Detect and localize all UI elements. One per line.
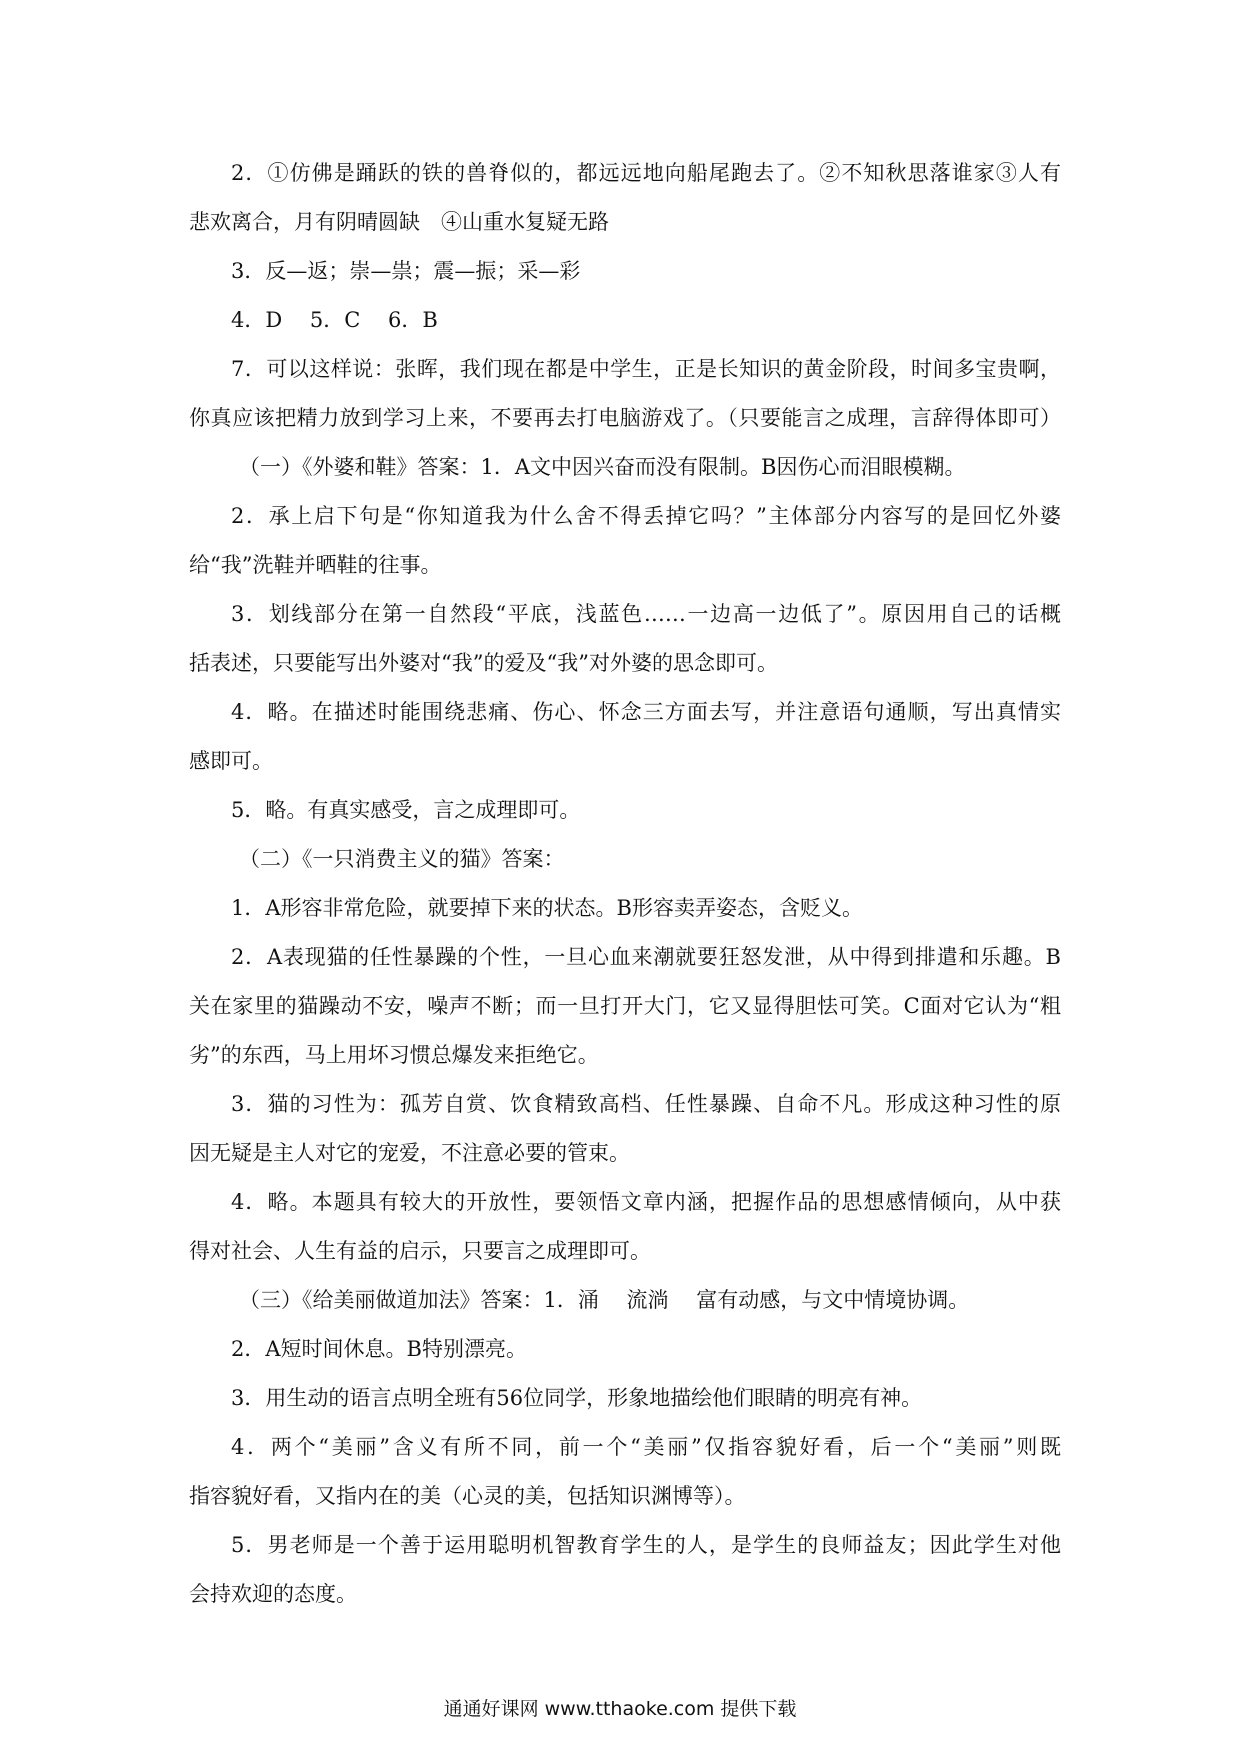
text-line: 7．可以这样说：张晖，我们现在都是中学生，正是长知识的黄金阶段，时间多宝贵啊，: [231, 357, 1061, 381]
text-line: 3．划线部分在第一自然段“平底，浅蓝色……一边高一边低了”。原因用自己的话概: [231, 602, 1061, 626]
text-line: 2．①仿佛是踊跃的铁的兽脊似的，都远远地向船尾跑去了。②不知秋思落谁家③人有: [231, 161, 1061, 185]
text-line: 指容貌好看，又指内在的美（心灵的美，包括知识渊博等）。: [189, 1484, 746, 1508]
text-line: 关在家里的猫躁动不安，噪声不断；而一旦打开大门，它又显得胆怯可笑。C面对它认为“粗: [189, 994, 1061, 1018]
text-line: 1．A形容非常危险，就要掉下来的状态。B形容卖弄姿态，含贬义。: [231, 896, 863, 920]
document-body: [189, 158, 1061, 1628]
text-line: 3．反—返；崇—祟；震—振；采—彩: [231, 259, 581, 283]
text-line: 5．略。有真实感受，言之成理即可。: [231, 798, 581, 822]
text-line: 给“我”洗鞋并晒鞋的往事。: [189, 553, 442, 577]
text-line: 悲欢离合，月有阴晴圆缺 ④山重水复疑无路: [189, 210, 609, 234]
text-line: 会持欢迎的态度。: [189, 1582, 357, 1606]
text-line: 得对社会、人生有益的启示，只要言之成理即可。: [189, 1239, 651, 1263]
text-line: （一）《外婆和鞋》答案：1．A文中因兴奋而没有限制。B因伤心而泪眼模糊。: [239, 455, 966, 479]
text-line: 3．猫的习性为：孤芳自赏、饮食精致高档、任性暴躁、自命不凡。形成这种习性的原: [231, 1092, 1061, 1116]
text-line: （三）《给美丽做道加法》答案：1．涌 流淌 富有动感，与文中情境协调。: [239, 1288, 970, 1312]
text-line: 4．略。在描述时能围绕悲痛、伤心、怀念三方面去写，并注意语句通顺，写出真情实: [231, 700, 1061, 724]
text-line: 劣”的东西，马上用坏习惯总爆发来拒绝它。: [189, 1043, 599, 1067]
text-line: 感即可。: [189, 749, 273, 773]
text-line: 括表述，只要能写出外婆对“我”的爱及“我”对外婆的思念即可。: [189, 651, 778, 675]
text-line: 4．略。本题具有较大的开放性，要领悟文章内涵，把握作品的思想感情倾向，从中获: [231, 1190, 1061, 1214]
page-footer: 通通好课网 www.tthaoke.com 提供下载: [443, 1698, 797, 1720]
text-line: 因无疑是主人对它的宠爱，不注意必要的管束。: [189, 1141, 630, 1165]
text-line: 2．A短时间休息。B特别漂亮。: [231, 1337, 527, 1361]
text-line: 你真应该把精力放到学习上来，不要再去打电脑游戏了。（只要能言之成理，言辞得体即可）: [189, 406, 1061, 430]
text-line: 4．两个“美丽”含义有所不同，前一个“美丽”仅指容貌好看，后一个“美丽”则既: [231, 1435, 1061, 1459]
text-line: 5．男老师是一个善于运用聪明机智教育学生的人，是学生的良师益友；因此学生对他: [231, 1533, 1061, 1557]
text-line: 4．D 5．C 6．B: [231, 308, 438, 332]
text-line: 2．A表现猫的任性暴躁的个性，一旦心血来潮就要狂怒发泄，从中得到排遣和乐趣。B: [231, 945, 1061, 969]
text-line: （二）《一只消费主义的猫》答案：: [239, 847, 565, 871]
text-line: 3．用生动的语言点明全班有56位同学，形象地描绘他们眼睛的明亮有神。: [231, 1386, 923, 1410]
text-line: 2．承上启下句是“你知道我为什么舍不得丢掉它吗？”主体部分内容写的是回忆外婆: [231, 504, 1061, 528]
